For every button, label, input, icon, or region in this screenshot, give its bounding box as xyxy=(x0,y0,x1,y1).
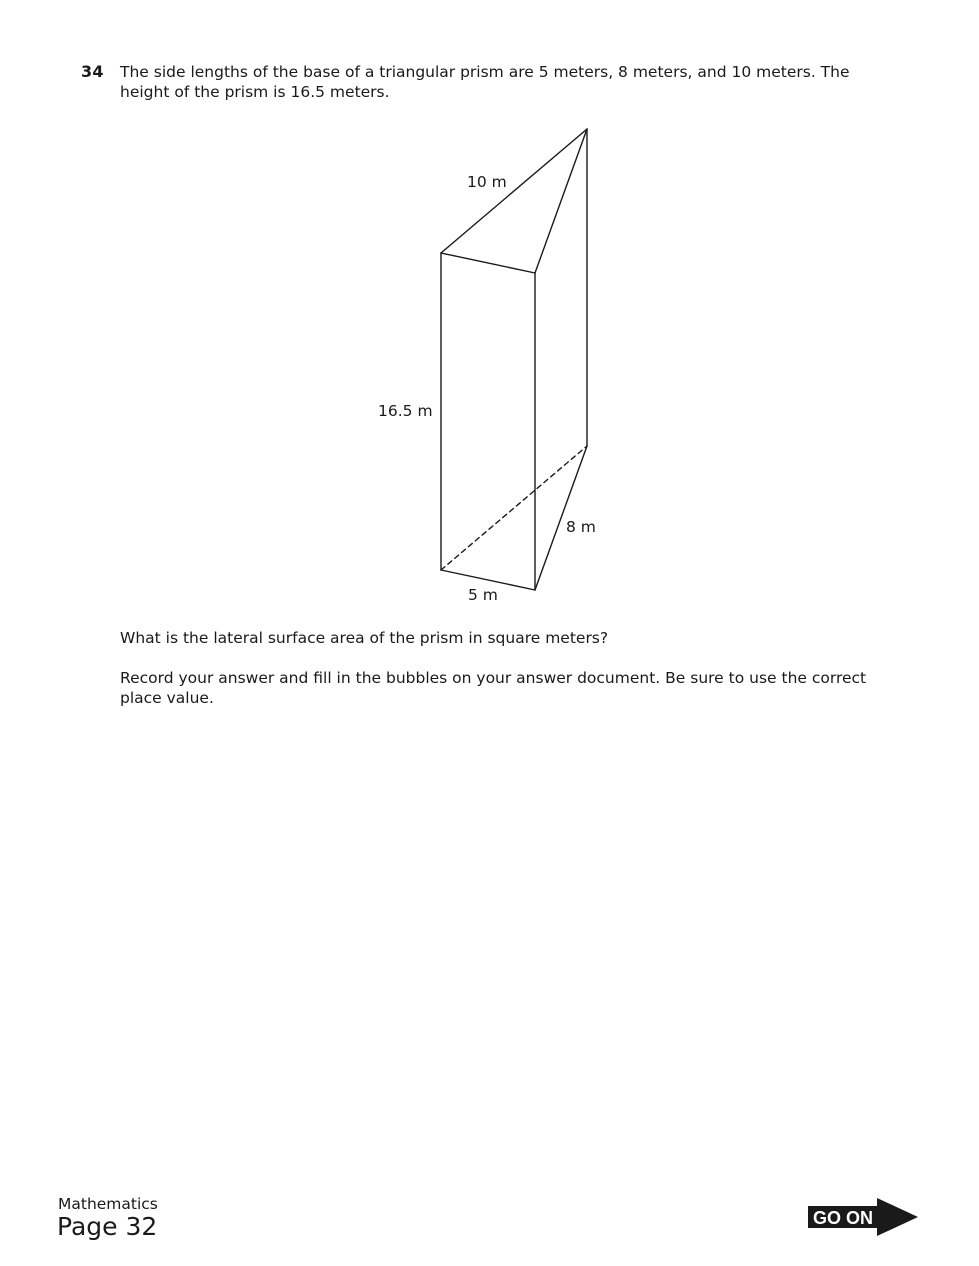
triangular-prism-figure xyxy=(0,0,979,620)
go-on-label: GO ON xyxy=(813,1208,874,1228)
footer-page-number: Page 32 xyxy=(57,1212,158,1241)
label-right-edge: 8 m xyxy=(566,518,596,536)
footer-subject: Mathematics xyxy=(58,1195,158,1213)
question-prompt: What is the lateral surface area of the prism in square meters? xyxy=(120,629,609,647)
question-number: 34 xyxy=(81,62,104,81)
go-on-arrow xyxy=(808,1196,920,1238)
question-stem: The side lengths of the base of a triangular prism are 5 meters, 8 meters, and 10 meters. The height of the prism is 16.5 meters. xyxy=(120,63,850,101)
label-bottom-edge: 5 m xyxy=(468,586,498,604)
label-top-edge: 10 m xyxy=(467,173,507,191)
label-height: 16.5 m xyxy=(378,402,433,420)
answer-instructions: Record your answer and fill in the bubbles on your answer document. Be sure to use the correct place value. xyxy=(120,669,867,707)
edge-top-front xyxy=(441,253,535,273)
